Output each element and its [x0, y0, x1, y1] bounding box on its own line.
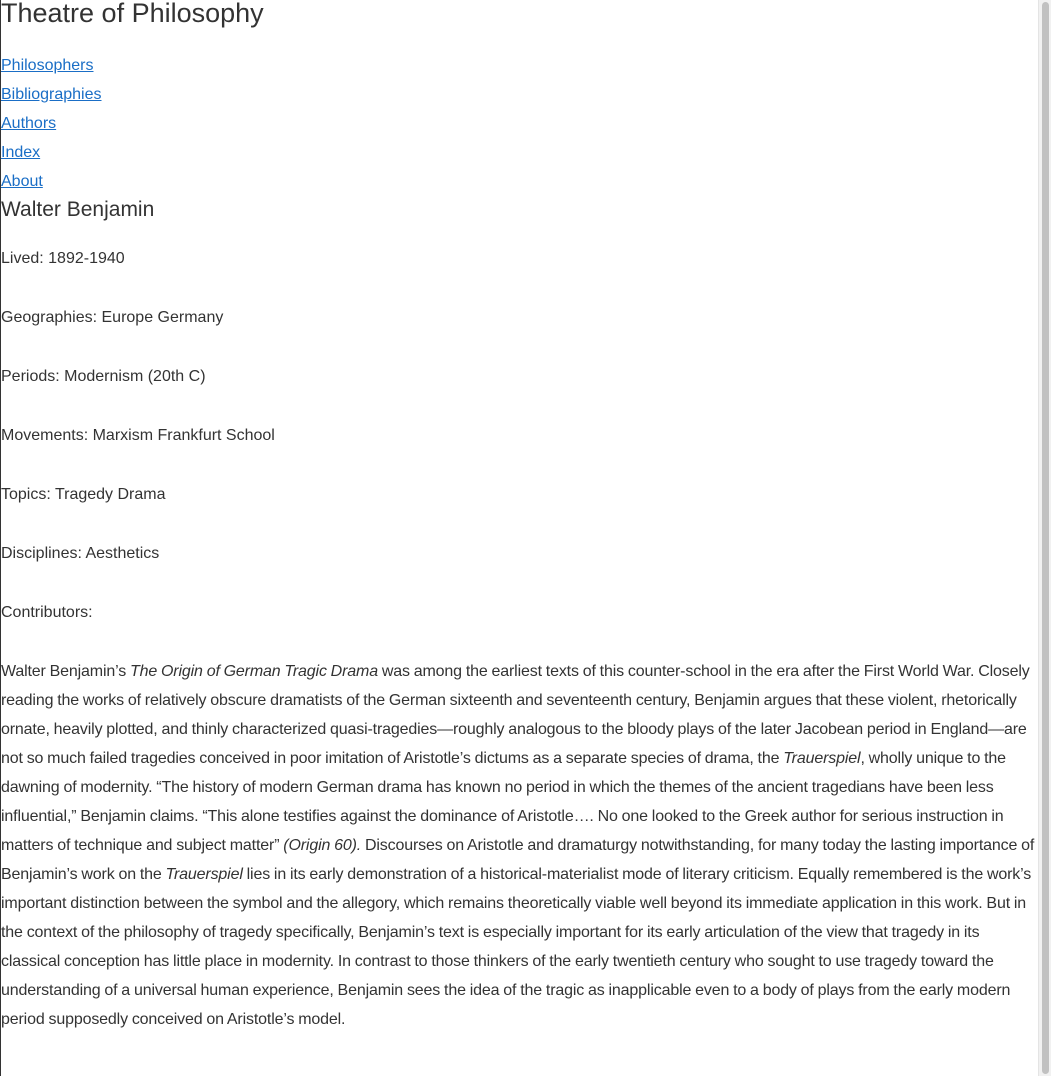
- entry-title: Walter Benjamin: [1, 198, 155, 221]
- nav-link-authors[interactable]: Authors: [1, 115, 57, 132]
- nav-item-index: [1, 138, 102, 167]
- nav-link-bibliographies[interactable]: Bibliographies: [1, 86, 102, 103]
- body-text-segment: Discourses on Aristotle and dramaturgy notwithstanding, for many today the lasting importance of Benjamin’s work on the: [1, 837, 1035, 883]
- citation-origin-60: (Origin 60).: [283, 837, 362, 854]
- body-text-segment: was among the earliest texts of this counter-school in the era after the First World War. Closely reading the works of relatively obscure dramatists of the German sixteenth and seventeenth century, Benjamin argues that these violent, rhetorically ornate, heavily plotted, and thinly characterized quasi-tragedies—roughly analogous to the bloody plays of the later Jacobean period in England—are not so much failed tragedies conceived in poor imitation of Aristotle’s dictums as a separate species of drama, the: [1, 663, 1030, 767]
- nav-item-bibliographies: [1, 80, 102, 109]
- term-trauerspiel: Trauerspiel: [783, 750, 861, 767]
- entry-contributors: Contributors:: [1, 604, 93, 621]
- nav-link-philosophers[interactable]: Philosophers: [1, 57, 94, 74]
- nav-link-about[interactable]: About: [1, 173, 43, 190]
- body-text-segment: Walter Benjamin’s: [1, 663, 130, 680]
- entry-lived: Lived: 1892-1940: [1, 250, 125, 267]
- nav-item-about: [1, 167, 102, 196]
- entry-disciplines: Disciplines: Aesthetics: [1, 545, 160, 562]
- nav-item-philosophers: [1, 51, 102, 80]
- entry-body-paragraph: [1, 657, 1037, 1034]
- vertical-scrollbar[interactable]: [1038, 0, 1051, 1076]
- term-trauerspiel: Trauerspiel: [165, 866, 243, 883]
- nav-link-index[interactable]: Index: [1, 144, 41, 161]
- entry-movements: Movements: Marxism Frankfurt School: [1, 427, 275, 444]
- book-title-origin: The Origin of German Tragic Drama: [130, 663, 378, 680]
- site-nav: [1, 51, 102, 196]
- entry-geographies: Geographies: Europe Germany: [1, 309, 224, 326]
- entry-topics: Topics: Tragedy Drama: [1, 486, 166, 503]
- entry-periods: Periods: Modernism (20th C): [1, 368, 206, 385]
- body-text-segment: lies in its early demonstration of a historical-materialist mode of literary criticism. Equally remembered is the work’s important distinction between the symbol and the allegory, which remains theoretically viable well beyond its immediate application in this work. But in the context of the philosophy of tragedy specifically, Benjamin’s text is especially important for its early articulation of the view that tragedy in its classical conception has little place in modernity. In contrast to those thinkers of the early twentieth century who sought to use tragedy toward the understanding of a universal human experience, Benjamin sees the idea of the tragic as inapplicable even to a body of plays from the early modern period supposedly conceived on Aristotle’s model.: [1, 866, 1032, 1028]
- scrollbar-thumb[interactable]: [1042, 2, 1049, 1074]
- site-title[interactable]: Theatre of Philosophy: [1, 0, 264, 28]
- nav-item-authors: [1, 109, 102, 138]
- body-text-segment: , wholly unique to the dawning of modernity. “The history of modern German drama has known no period in which the themes of the ancient tragedians have been less influential,” Benjamin claims. “This alone testifies against the dominance of Aristotle…. No one looked to the Greek author for serious instruction in matters of technique and subject matter”: [1, 750, 1006, 854]
